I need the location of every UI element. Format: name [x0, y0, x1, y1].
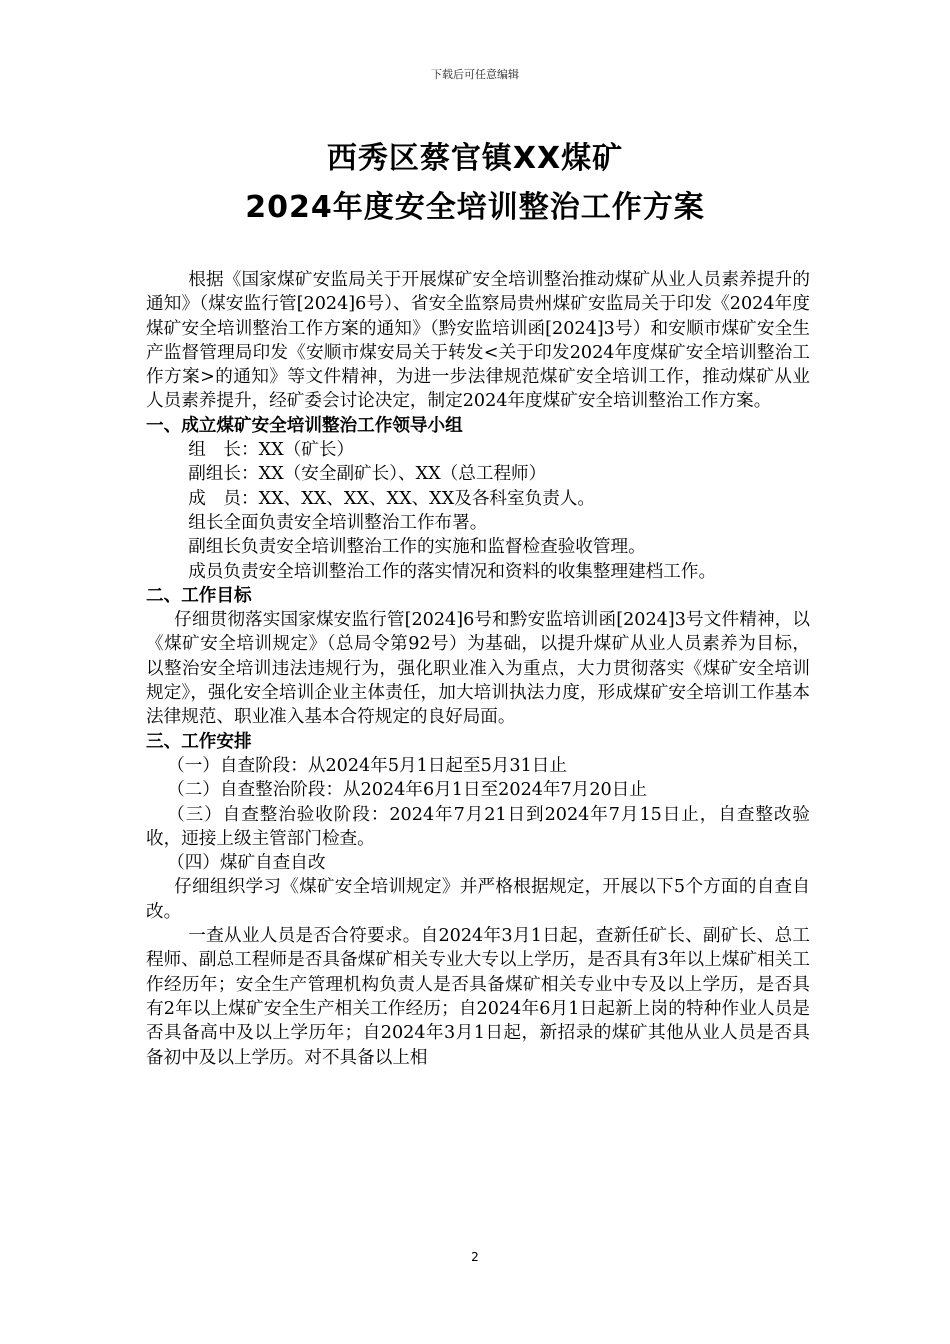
paragraph-leader: 组 长：XX（矿长） [188, 440, 355, 461]
section-heading-3: 三、工作安排 [146, 731, 252, 752]
paragraph-stage-4: （四）煤矿自查自改 [167, 853, 326, 874]
paragraph-stage-1: （一）自查阶段：从2024年5月1日起至5月31日止 [167, 755, 567, 776]
document-title-line1: 西秀区蔡官镇XX煤矿 [326, 141, 624, 176]
paragraph-deputy-duty: 副组长负责安全培训整治工作的实施和监督检查验收管理。 [188, 537, 646, 558]
paragraph-self-check: 仔细组织学习《煤矿安全培训规定》并严格根据规定，开展以下5个方面的自查自改。 [146, 877, 810, 922]
section-heading-2: 二、工作目标 [146, 585, 252, 606]
paragraph-leader-duty: 组长全面负责安全培训整治工作布署。 [188, 512, 488, 533]
document-title-line2: 2024年度安全培训整治工作方案 [245, 190, 705, 225]
paragraph-stage-2: （二）自查整治阶段：从2024年6月1日至2024年7月20日止 [167, 780, 647, 801]
paragraph-goals: 仔细贯彻落实国家煤安监行管[2024]6号和黔安监培训函[2024]3号文件精神，以《煤矿安全培训规定》（总局令第92号）为基础，以提升煤矿从业人员素养为目标，以整治安全培训违法违规行为，强化职业准入为重点，大力贯彻落实《煤矿安全培训规定》，强化安全培训企业主体责任，加大培训执法力度，形成煤矿安全培训工作基本法律规范、职业准入基本合符规定的良好局面。 [146, 610, 810, 728]
paragraph-members: 成 员：XX、XX、XX、XX、XX及各科室负责人。 [188, 488, 595, 509]
document-body [146, 268, 810, 1070]
paragraph-check-one: 一查从业人员是否合符要求。自2024年3月1日起，查新任矿长、副矿长、总工程师、副总工程师是否具备煤矿相关专业大专以上学历，是否具有3年以上煤矿相关工作经历年；安全生产管理机构负责人是否具备煤矿相关专业中专及以上学历，是否具有2年以上煤矿安全生产相关工作经历；自2024年6月1日起新上岗的特种作业人员是否具备高中及以上学历年；自2024年3月1日起，新招录的煤矿其他从业人员是否具备初中及以上学历。对不具备以上相 [146, 926, 810, 1068]
header-note: 下载后可任意编辑 [431, 68, 519, 81]
paragraph-stage-3: （三）自查整治验收阶段：2024年7月21日到2024年7月15日止，自查整改验收，迊接上级主管部门检查。 [146, 804, 810, 849]
section-heading-1: 一、成立煤矿安全培训整治工作领导小组 [146, 415, 463, 436]
paragraph-intro: 根据《国家煤矿安监局关于开展煤矿安全培训整治推动煤矿从业人员素养提升的通知》（煤安监行管[2024]6号）、省安全监察局贵州煤矿安监局关于印发《2024年度煤矿安全培训整治工作方案的通知》（黔安监培训函[2024]3号）和安顺市煤矿安全生产监督管理局印发《安顺市煤安局关于转发<关于印发2024年度煤矿安全培训整治工作方案>的通知》等文件精神，为进一步法律规范煤矿安全培训工作，推动煤矿从业人员素养提升，经矿委会讨论决定，制定2024年度煤矿安全培训整治工作方案。 [146, 270, 810, 412]
page-number: 2 [471, 1250, 479, 1264]
paragraph-members-duty: 成员负责安全培训整治工作的落实情况和资料的收集整理建档工作。 [188, 561, 717, 582]
paragraph-deputy: 副组长：XX（安全副矿长）、XX（总工程师） [188, 464, 547, 485]
